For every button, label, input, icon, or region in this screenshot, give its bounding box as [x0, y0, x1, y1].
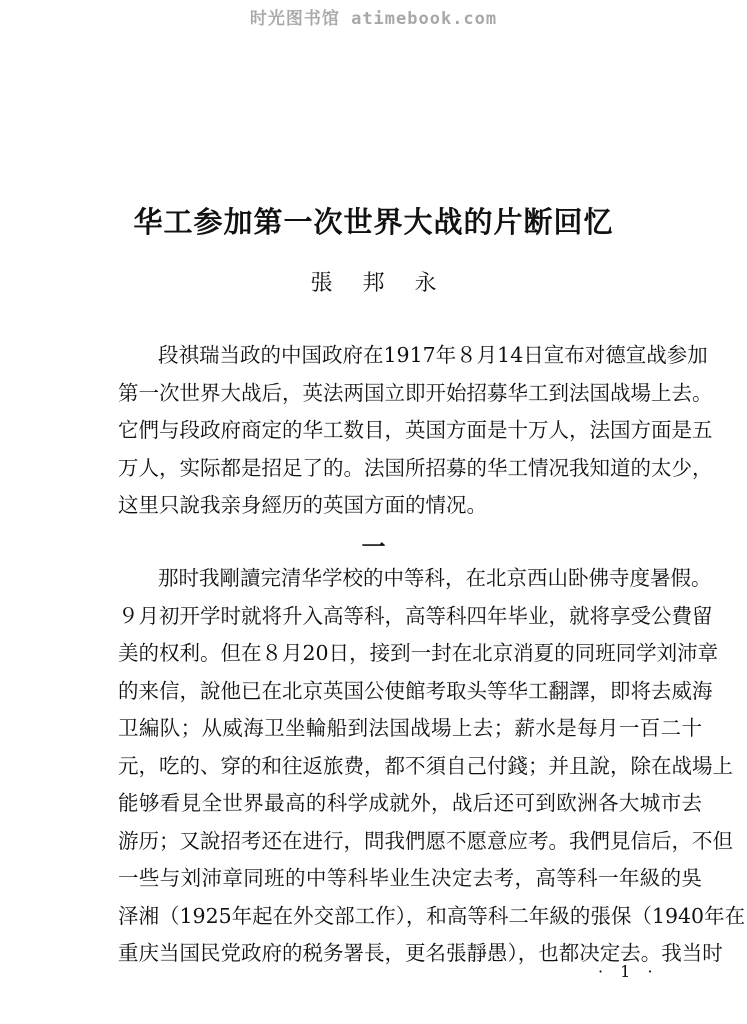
paragraph-intro	[118, 337, 713, 525]
text-line: 泽湘（1925年起在外交部工作），和高等科二年級的張保（1940年在	[118, 903, 746, 928]
text-line: 这里只說我亲身經历的英国方面的情况。	[118, 493, 487, 517]
text-line: ９月初开学时就将升入高等科，高等科四年毕业，就将享受公費留	[118, 603, 713, 628]
author-name: 張邦永	[310, 271, 467, 296]
text-line: 卫編队；从威海卫坐輪船到法国战場上去；薪水是每月一百二十	[118, 716, 702, 740]
text-line: 重庆当国民党政府的税务署長，更名張靜愚），也都决定去。我当时	[118, 941, 723, 965]
watermark: 时光图书馆 atimebook.com	[249, 9, 498, 29]
text-line: 那时我剛讀完清华学校的中等科，在北京西山卧佛寺度暑假。	[158, 566, 712, 590]
article-title: 华工参加第一次世界大战的片断回忆	[133, 205, 614, 239]
paragraph-section-1	[118, 560, 746, 973]
text-line: 游历；又說招考还在进行，問我們愿不愿意应考。我們見信后，不但	[118, 828, 733, 853]
text-line: 万人，实际都是招足了的。法国所招募的华工情况我知道的太少，	[118, 455, 713, 480]
text-line: 美的权利。但在８月20日，接到一封在北京消夏的同班同学刘沛章	[118, 641, 719, 665]
text-line: 它們与段政府商定的华工数目，英国方面是十万人，法国方面是五	[118, 418, 713, 442]
text-line: 的来信，說他已在北京英国公使館考取头等华工翻譯，即将去威海	[118, 678, 713, 703]
text-line: 元，吃的、穿的和往返旅费，都不須自己付錢；并且說，除在战場上	[118, 753, 733, 778]
text-line: 一些与刘沛章同班的中等科毕业生决定去考，高等科一年級的吳	[118, 866, 702, 890]
text-line: 段祺瑞当政的中国政府在1917年８月14日宣布对德宣战参加	[158, 343, 708, 367]
section-number: 一	[361, 532, 386, 561]
page-number: · 1 ·	[598, 962, 659, 981]
text-line: 能够看見全世界最高的科学成就外，战后还可到欧洲各大城市去	[118, 791, 702, 815]
text-line: 第一次世界大战后，英法两国立即开始招募华工到法国战場上去。	[118, 380, 713, 405]
